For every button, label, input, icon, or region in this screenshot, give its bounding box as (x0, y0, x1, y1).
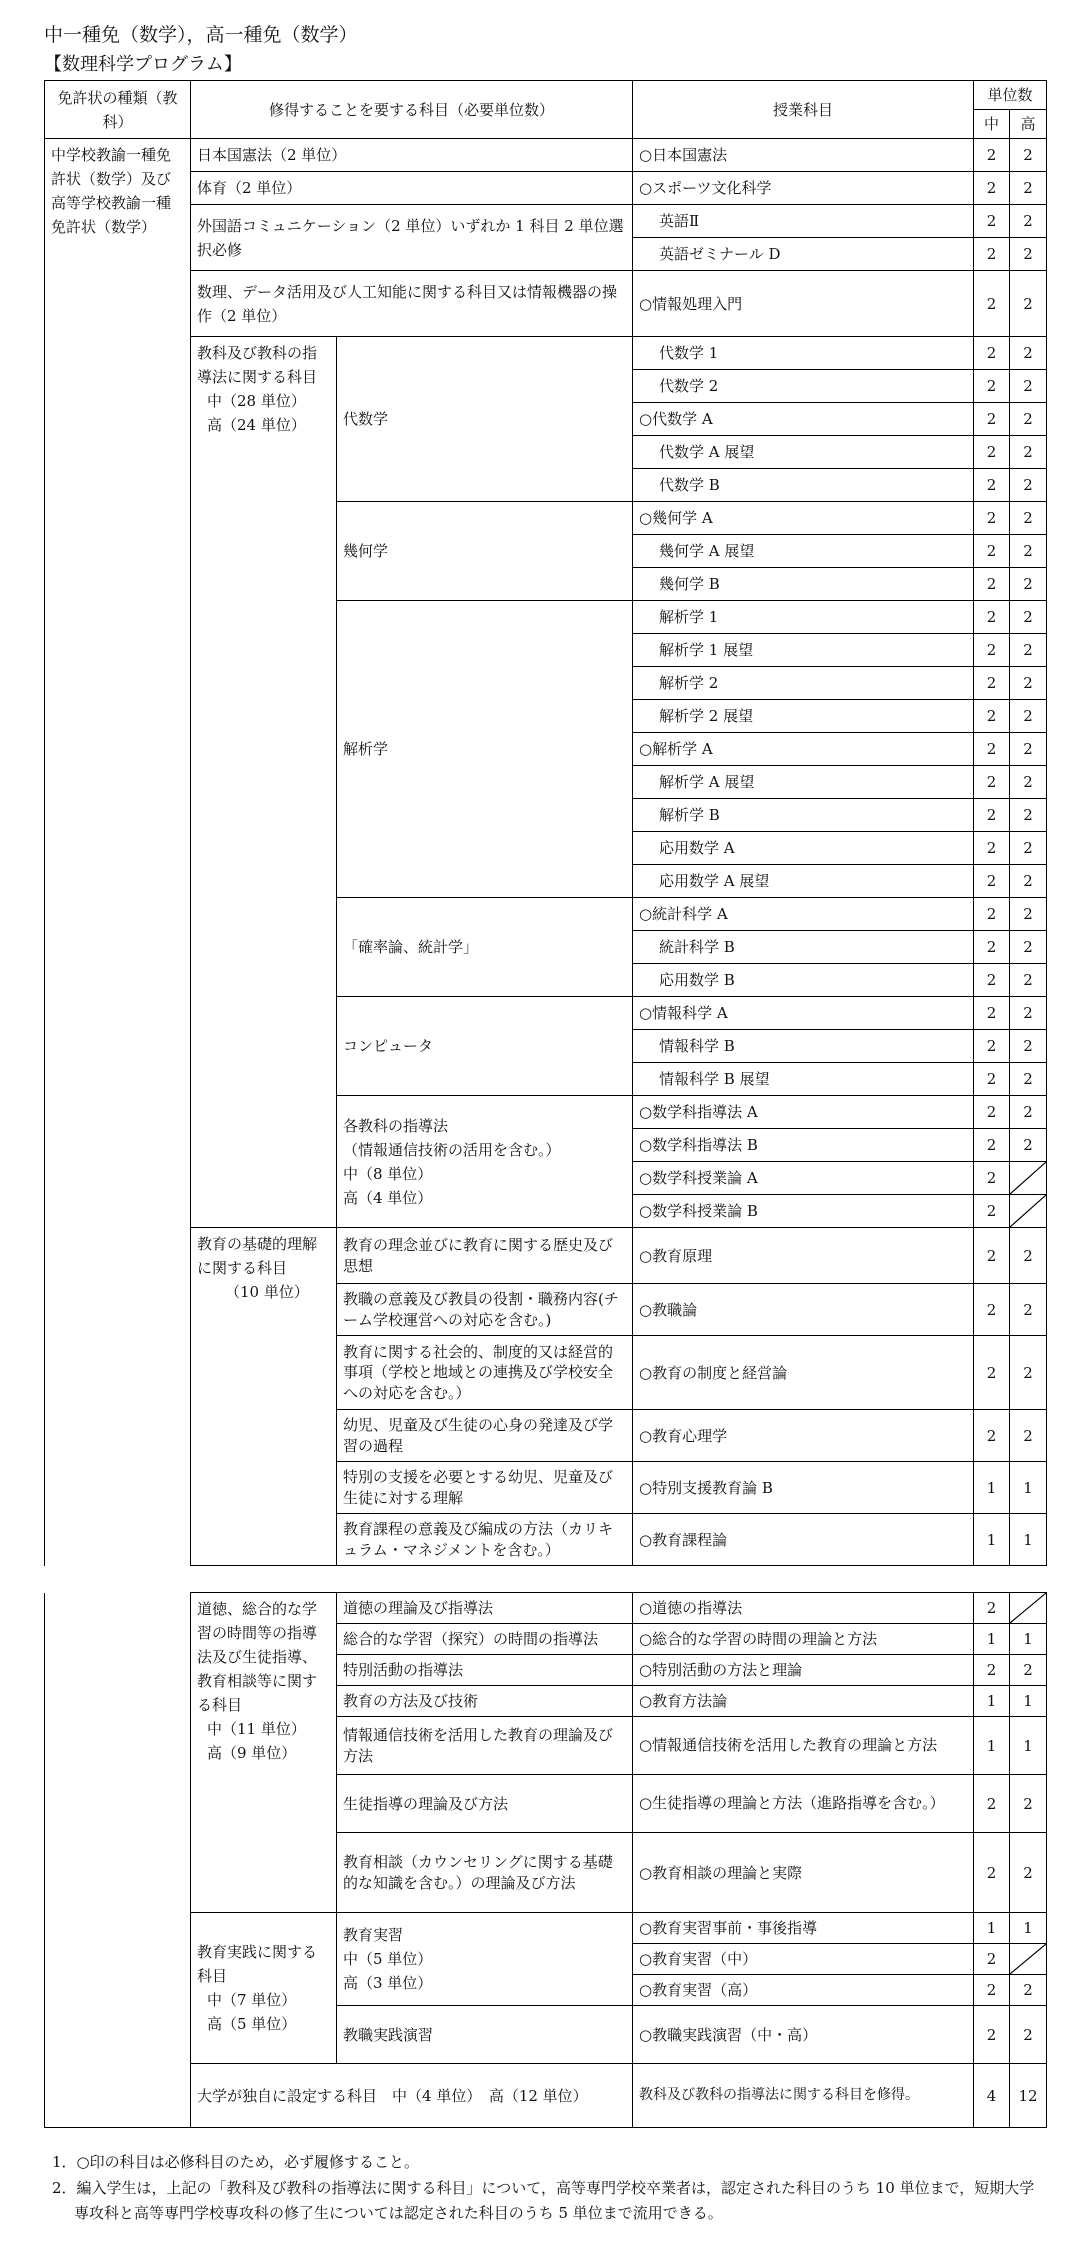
units-kou: 2 (1010, 139, 1047, 172)
field-geometry: 幾何学 (337, 502, 633, 601)
req-row: 道徳の理論及び指導法 (337, 1593, 633, 1624)
units-kou: 2 (1010, 2006, 1047, 2064)
practice-label (191, 1913, 337, 2064)
course-row: 代数学 2 (633, 370, 974, 403)
units-kou: 1 (1010, 1624, 1047, 1655)
units-kou: 2 (1010, 238, 1047, 271)
units-kou: 2 (1010, 1775, 1047, 1833)
course-row: 応用数学 A 展望 (633, 865, 974, 898)
course-row: 解析学 A 展望 (633, 766, 974, 799)
subject-group-name: 教科及び教科の指導法に関する科目 (197, 344, 318, 386)
units-naka: 2 (974, 1228, 1010, 1284)
course-row: 解析学 2 展望 (633, 700, 974, 733)
units-naka: 2 (974, 1063, 1010, 1096)
units-kou: 2 (1010, 799, 1047, 832)
req-pe: 体育（2 単位） (191, 172, 633, 205)
req-constitution: 日本国憲法（2 単位） (191, 139, 633, 172)
units-naka: 2 (974, 139, 1010, 172)
practice-naka: 中（7 単位） (207, 1991, 297, 2009)
practice-name: 教育実践に関する科目 (197, 1943, 318, 1985)
units-naka: 2 (974, 832, 1010, 865)
header-course: 授業科目 (633, 81, 974, 139)
units-kou: 2 (1010, 1030, 1047, 1063)
enshu-label: 教職実践演習 (337, 2006, 633, 2064)
units-naka: 2 (974, 865, 1010, 898)
units-naka: 2 (974, 238, 1010, 271)
units-naka: 2 (974, 667, 1010, 700)
units-kou: 1 (1010, 1913, 1047, 1944)
units-naka: 1 (974, 1717, 1010, 1775)
course-english-seminar: 英語ゼミナール D (633, 238, 974, 271)
course-row: ○情報通信技術を活用した教育の理論と方法 (633, 1717, 974, 1775)
foundation-label (191, 1228, 337, 1566)
course-university: 教科及び教科の指導法に関する科目を修得。 (633, 2064, 974, 2128)
foundation-units: （10 単位） (225, 1283, 309, 1301)
units-kou: 2 (1010, 634, 1047, 667)
course-row: ○教職論 (633, 1284, 974, 1336)
units-kou: 2 (1010, 502, 1047, 535)
course-row: ○数学科授業論 A (633, 1162, 974, 1195)
req-row: 教育の理念並びに教育に関する歴史及び思想 (337, 1228, 633, 1284)
units-naka: 2 (974, 1030, 1010, 1063)
moral-naka: 中（11 単位） (207, 1720, 306, 1738)
units-kou: 2 (1010, 898, 1047, 931)
units-naka: 1 (974, 1913, 1010, 1944)
req-row: 教育相談（カウンセリングに関する基礎的な知識を含む。）の理論及び方法 (337, 1833, 633, 1913)
units-naka: 2 (974, 337, 1010, 370)
units-naka: 2 (974, 1195, 1010, 1228)
course-row: 情報科学 B 展望 (633, 1063, 974, 1096)
req-row: 総合的な学習（探究）の時間の指導法 (337, 1624, 633, 1655)
units-naka: 2 (974, 634, 1010, 667)
units-naka: 2 (974, 799, 1010, 832)
units-naka: 2 (974, 733, 1010, 766)
course-row: ○道徳の指導法 (633, 1593, 974, 1624)
header-units: 単位数 (974, 81, 1047, 110)
units-naka: 2 (974, 1336, 1010, 1410)
jisshu-label (337, 1913, 633, 2006)
units-kou: 2 (1010, 469, 1047, 502)
course-row: ○教育の制度と経営論 (633, 1336, 974, 1410)
units-naka: 2 (974, 2006, 1010, 2064)
units-kou: 2 (1010, 832, 1047, 865)
course-row: ○生徒指導の理論と方法（進路指導を含む。） (633, 1775, 974, 1833)
header-naka: 中 (974, 110, 1010, 139)
method-naka: 中（8 単位） (343, 1164, 433, 1183)
course-row: ○情報科学 A (633, 997, 974, 1030)
units-kou: 2 (1010, 205, 1047, 238)
course-row: ○教職実践演習（中・高） (633, 2006, 974, 2064)
field-statistics: 「確率論、統計学」 (337, 898, 633, 997)
units-naka: 2 (974, 172, 1010, 205)
units-naka: 2 (974, 205, 1010, 238)
req-row: 教職の意義及び教員の役割・職務内容(チーム学校運営への対応を含む。) (337, 1284, 633, 1336)
course-row: ○代数学 A (633, 403, 974, 436)
course-row: ○教育原理 (633, 1228, 974, 1284)
moral-kou: 高（9 単位） (207, 1744, 297, 1762)
header-license: 免許状の種類（教科） (45, 81, 191, 139)
units-kou: 2 (1010, 964, 1047, 997)
license-continued (45, 1593, 191, 2128)
units-kou: 2 (1010, 766, 1047, 799)
units-kou: 2 (1010, 370, 1047, 403)
header-required: 修得することを要する科目（必要単位数） (191, 81, 633, 139)
units-naka: 2 (974, 568, 1010, 601)
units-kou: 2 (1010, 403, 1047, 436)
units-kou: 2 (1010, 865, 1047, 898)
units-naka: 2 (974, 436, 1010, 469)
course-row: ○教育実習（中） (633, 1944, 974, 1975)
units-naka: 1 (974, 1686, 1010, 1717)
course-row: ○数学科指導法 B (633, 1129, 974, 1162)
units-naka: 2 (974, 1162, 1010, 1195)
moral-label (191, 1593, 337, 1913)
units-kou: 2 (1010, 271, 1047, 337)
method-line2: （情報通信技術の活用を含む。） (343, 1140, 561, 1159)
units-naka: 4 (974, 2064, 1010, 2128)
subject-group-naka: 中（28 単位） (207, 392, 306, 410)
req-row: 教育の方法及び技術 (337, 1686, 633, 1717)
course-row: ○特別活動の方法と理論 (633, 1655, 974, 1686)
units-kou: 2 (1010, 1129, 1047, 1162)
units-naka: 2 (974, 898, 1010, 931)
course-row: ○教育実習事前・事後指導 (633, 1913, 974, 1944)
course-row: ○数学科授業論 B (633, 1195, 974, 1228)
course-row: 応用数学 B (633, 964, 974, 997)
course-row: 解析学 B (633, 799, 974, 832)
notes (52, 2150, 1042, 2227)
units-kou: 12 (1010, 2064, 1047, 2128)
req-row: 特別活動の指導法 (337, 1655, 633, 1686)
req-row: 特別の支援を必要とする幼児、児童及び生徒に対する理解 (337, 1462, 633, 1514)
units-naka: 2 (974, 1410, 1010, 1462)
course-row: 代数学 1 (633, 337, 974, 370)
field-teaching-method (337, 1096, 633, 1228)
course-row: 幾何学 A 展望 (633, 535, 974, 568)
practice-kou: 高（5 単位） (207, 2015, 297, 2033)
course-row: 幾何学 B (633, 568, 974, 601)
units-kou: 1 (1010, 1686, 1047, 1717)
course-row: 統計科学 B (633, 931, 974, 964)
field-algebra: 代数学 (337, 337, 633, 502)
units-naka: 2 (974, 370, 1010, 403)
field-analysis: 解析学 (337, 601, 633, 898)
units-naka: 2 (974, 403, 1010, 436)
method-kou: 高（4 単位） (343, 1188, 433, 1207)
units-naka: 2 (974, 1833, 1010, 1913)
units-kou: 2 (1010, 568, 1047, 601)
course-row: ○特別支援教育論 B (633, 1462, 974, 1514)
units-naka: 2 (974, 502, 1010, 535)
units-kou: 2 (1010, 667, 1047, 700)
page-title: 中一種免（数学），高一種免（数学） (44, 24, 358, 46)
course-info: ○情報処理入門 (633, 271, 974, 337)
course-sports: ○スポーツ文化科学 (633, 172, 974, 205)
req-foreign: 外国語コミュニケーション（2 単位）いずれか 1 科目 2 単位選択必修 (191, 205, 633, 271)
jisshu-naka: 中（5 単位） (343, 1950, 433, 1968)
method-line1: 各教科の指導法 (343, 1116, 449, 1135)
units-kou: 2 (1010, 172, 1047, 205)
units-naka: 2 (974, 1944, 1010, 1975)
course-row: ○教育相談の理論と実際 (633, 1833, 974, 1913)
curriculum-table-1 (44, 80, 1047, 1566)
units-naka: 2 (974, 766, 1010, 799)
course-row: 代数学 A 展望 (633, 436, 974, 469)
units-naka: 2 (974, 1655, 1010, 1686)
not-applicable-slash (1010, 1944, 1047, 1975)
subject-group-kou: 高（24 単位） (207, 416, 306, 434)
req-university: 大学が独自に設定する科目 中（4 単位） 高（12 単位） (191, 2064, 633, 2128)
program-title: 【数理科学プログラム】 (44, 54, 242, 75)
units-naka: 2 (974, 535, 1010, 568)
units-kou: 1 (1010, 1462, 1047, 1514)
units-kou: 2 (1010, 1228, 1047, 1284)
units-kou: 2 (1010, 535, 1047, 568)
course-row: ○数学科指導法 A (633, 1096, 974, 1129)
units-kou: 2 (1010, 1833, 1047, 1913)
units-naka: 2 (974, 469, 1010, 502)
units-kou: 2 (1010, 1655, 1047, 1686)
units-kou: 2 (1010, 733, 1047, 766)
units-kou: 2 (1010, 1063, 1047, 1096)
units-kou: 2 (1010, 337, 1047, 370)
jisshu-kou: 高（3 単位） (343, 1974, 433, 1992)
course-row: 解析学 1 (633, 601, 974, 634)
course-row: 情報科学 B (633, 1030, 974, 1063)
req-row: 教育に関する社会的、制度的又は経営的事項（学校と地域との連携及び学校安全への対応を含む。） (337, 1336, 633, 1410)
course-row: ○解析学 A (633, 733, 974, 766)
course-row: ○教育実習（高） (633, 1975, 974, 2006)
units-naka: 2 (974, 997, 1010, 1030)
units-kou: 2 (1010, 931, 1047, 964)
license-type: 中学校教諭一種免許状（数学）及び高等学校教諭一種免許状（数学） (45, 139, 191, 1566)
course-row: 解析学 2 (633, 667, 974, 700)
course-constitution: ○日本国憲法 (633, 139, 974, 172)
units-naka: 2 (974, 700, 1010, 733)
course-row: ○総合的な学習の時間の理論と方法 (633, 1624, 974, 1655)
not-applicable-slash (1010, 1162, 1047, 1195)
req-info: 数理、データ活用及び人工知能に関する科目又は情報機器の操作（2 単位） (191, 271, 633, 337)
units-naka: 2 (974, 964, 1010, 997)
units-kou: 2 (1010, 1284, 1047, 1336)
course-row: 応用数学 A (633, 832, 974, 865)
units-kou: 2 (1010, 1410, 1047, 1462)
units-kou: 1 (1010, 1514, 1047, 1566)
moral-name: 道徳、総合的な学習の時間等の指導法及び生徒指導、教育相談等に関する科目 (197, 1600, 318, 1714)
units-naka: 1 (974, 1514, 1010, 1566)
jisshu-name: 教育実習 (343, 1926, 404, 1944)
units-naka: 2 (974, 1096, 1010, 1129)
curriculum-table-2 (44, 1592, 1047, 2128)
units-kou: 2 (1010, 436, 1047, 469)
course-row: 解析学 1 展望 (633, 634, 974, 667)
units-kou: 2 (1010, 700, 1047, 733)
course-row: ○統計科学 A (633, 898, 974, 931)
units-naka: 2 (974, 1129, 1010, 1162)
subject-group-label (191, 337, 337, 1228)
units-naka: 2 (974, 1284, 1010, 1336)
req-row: 情報通信技術を活用した教育の理論及び方法 (337, 1717, 633, 1775)
units-naka: 1 (974, 1462, 1010, 1514)
not-applicable-slash (1010, 1195, 1047, 1228)
units-kou: 1 (1010, 1717, 1047, 1775)
note-2: 2．編入学生は，上記の「教科及び教科の指導法に関する科目」について，高等専門学校卒業者は，認定された科目のうち 10 単位まで，短期大学専攻科と高等専門学校専攻科の修了生については認定された科目のうち 5 単位まで流用できる。 (52, 2178, 1035, 2222)
units-naka: 1 (974, 1624, 1010, 1655)
units-naka: 2 (974, 271, 1010, 337)
units-naka: 2 (974, 1593, 1010, 1624)
not-applicable-slash (1010, 1593, 1047, 1624)
units-naka: 2 (974, 931, 1010, 964)
units-naka: 2 (974, 601, 1010, 634)
req-row: 生徒指導の理論及び方法 (337, 1775, 633, 1833)
units-naka: 2 (974, 1975, 1010, 2006)
units-kou: 2 (1010, 1336, 1047, 1410)
field-computer: コンピュータ (337, 997, 633, 1096)
course-english-2: 英語Ⅱ (633, 205, 974, 238)
course-row: ○教育課程論 (633, 1514, 974, 1566)
course-row: ○教育方法論 (633, 1686, 974, 1717)
course-row: ○教育心理学 (633, 1410, 974, 1462)
course-row: ○幾何学 A (633, 502, 974, 535)
header-kou: 高 (1010, 110, 1047, 139)
units-kou: 2 (1010, 601, 1047, 634)
note-1: 1．○印の科目は必修科目のため，必ず履修すること。 (52, 2153, 420, 2171)
foundation-name: 教育の基礎的理解に関する科目 (197, 1235, 318, 1277)
course-row: 代数学 B (633, 469, 974, 502)
units-kou: 2 (1010, 1975, 1047, 2006)
units-kou: 2 (1010, 1096, 1047, 1129)
req-row: 教育課程の意義及び編成の方法（カリキュラム・マネジメントを含む。） (337, 1514, 633, 1566)
units-naka: 2 (974, 1775, 1010, 1833)
req-row: 幼児、児童及び生徒の心身の発達及び学習の過程 (337, 1410, 633, 1462)
units-kou: 2 (1010, 997, 1047, 1030)
